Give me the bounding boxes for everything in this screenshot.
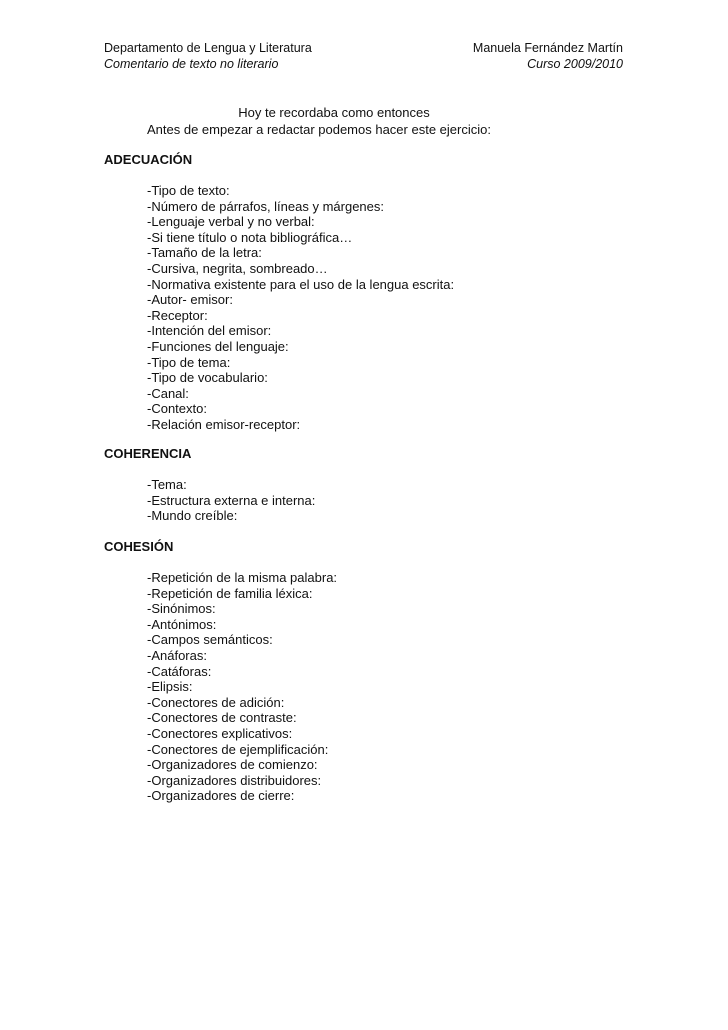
document-subject: Comentario de texto no literario: [104, 57, 279, 71]
list-item: -Catáforas:: [147, 663, 212, 679]
list-item: -Receptor:: [147, 307, 208, 323]
list-item: -Mundo creíble:: [147, 508, 238, 524]
list-item: -Canal:: [147, 385, 189, 401]
course-year: Curso 2009/2010: [527, 57, 623, 71]
section-heading-cohesion: COHESIÓN: [104, 539, 174, 554]
list-item: -Número de párrafos, líneas y márgenes:: [147, 198, 384, 214]
list-item: -Elipsis:: [147, 679, 193, 695]
intro-text: Antes de empezar a redactar podemos hacer este ejercicio:: [147, 122, 491, 137]
section-heading-adecuacion: ADECUACIÓN: [104, 152, 193, 167]
cohesion-list: [147, 570, 337, 804]
list-item: -Repetición de la misma palabra:: [147, 570, 338, 585]
list-item: -Anáforas:: [147, 647, 207, 663]
coherencia-list: [147, 477, 315, 524]
list-item: -Normativa existente para el uso de la lengua escrita:: [147, 276, 455, 292]
list-item: -Conectores de contraste:: [147, 710, 297, 726]
list-item: -Repetición de familia léxica:: [147, 585, 313, 601]
list-item: -Relación emisor-receptor:: [147, 416, 301, 432]
header-row-1: [104, 40, 623, 56]
list-item: -Intención del emisor:: [147, 323, 272, 339]
list-item: -Organizadores de cierre:: [147, 788, 295, 804]
author-name: Manuela Fernández Martín: [472, 41, 623, 55]
adecuacion-list: [147, 183, 454, 433]
list-item: -Organizadores distribuidores:: [147, 772, 322, 788]
list-item: -Tipo de tema:: [147, 354, 231, 370]
list-item: -Antónimos:: [147, 616, 217, 632]
document-title: Hoy te recordaba como entonces: [238, 105, 430, 120]
list-item: -Tipo de texto:: [147, 183, 230, 198]
list-item: -Sinónimos:: [147, 601, 216, 617]
list-item: -Organizadores de comienzo:: [147, 757, 318, 773]
list-item: -Conectores de ejemplificación:: [147, 741, 329, 757]
list-item: -Cursiva, negrita, sombreado…: [147, 260, 328, 276]
section-heading-coherencia: COHERENCIA: [104, 446, 192, 461]
list-item: -Si tiene título o nota bibliográfica…: [147, 229, 353, 245]
header-row-2: [104, 56, 623, 72]
list-item: -Campos semánticos:: [147, 632, 273, 648]
list-item: -Conectores explicativos:: [147, 725, 293, 741]
list-item: -Conectores de adición:: [147, 694, 285, 710]
department-name: Departamento de Lengua y Literatura: [104, 41, 312, 55]
list-item: -Autor- emisor:: [147, 292, 233, 308]
list-item: -Funciones del lenguaje:: [147, 338, 289, 354]
list-item: -Tamaño de la letra:: [147, 245, 262, 261]
list-item: -Tema:: [147, 477, 187, 492]
list-item: -Contexto:: [147, 401, 207, 417]
list-item: -Tipo de vocabulario:: [147, 370, 268, 386]
list-item: -Estructura externa e interna:: [147, 492, 316, 508]
list-item: -Lenguaje verbal y no verbal:: [147, 214, 315, 230]
